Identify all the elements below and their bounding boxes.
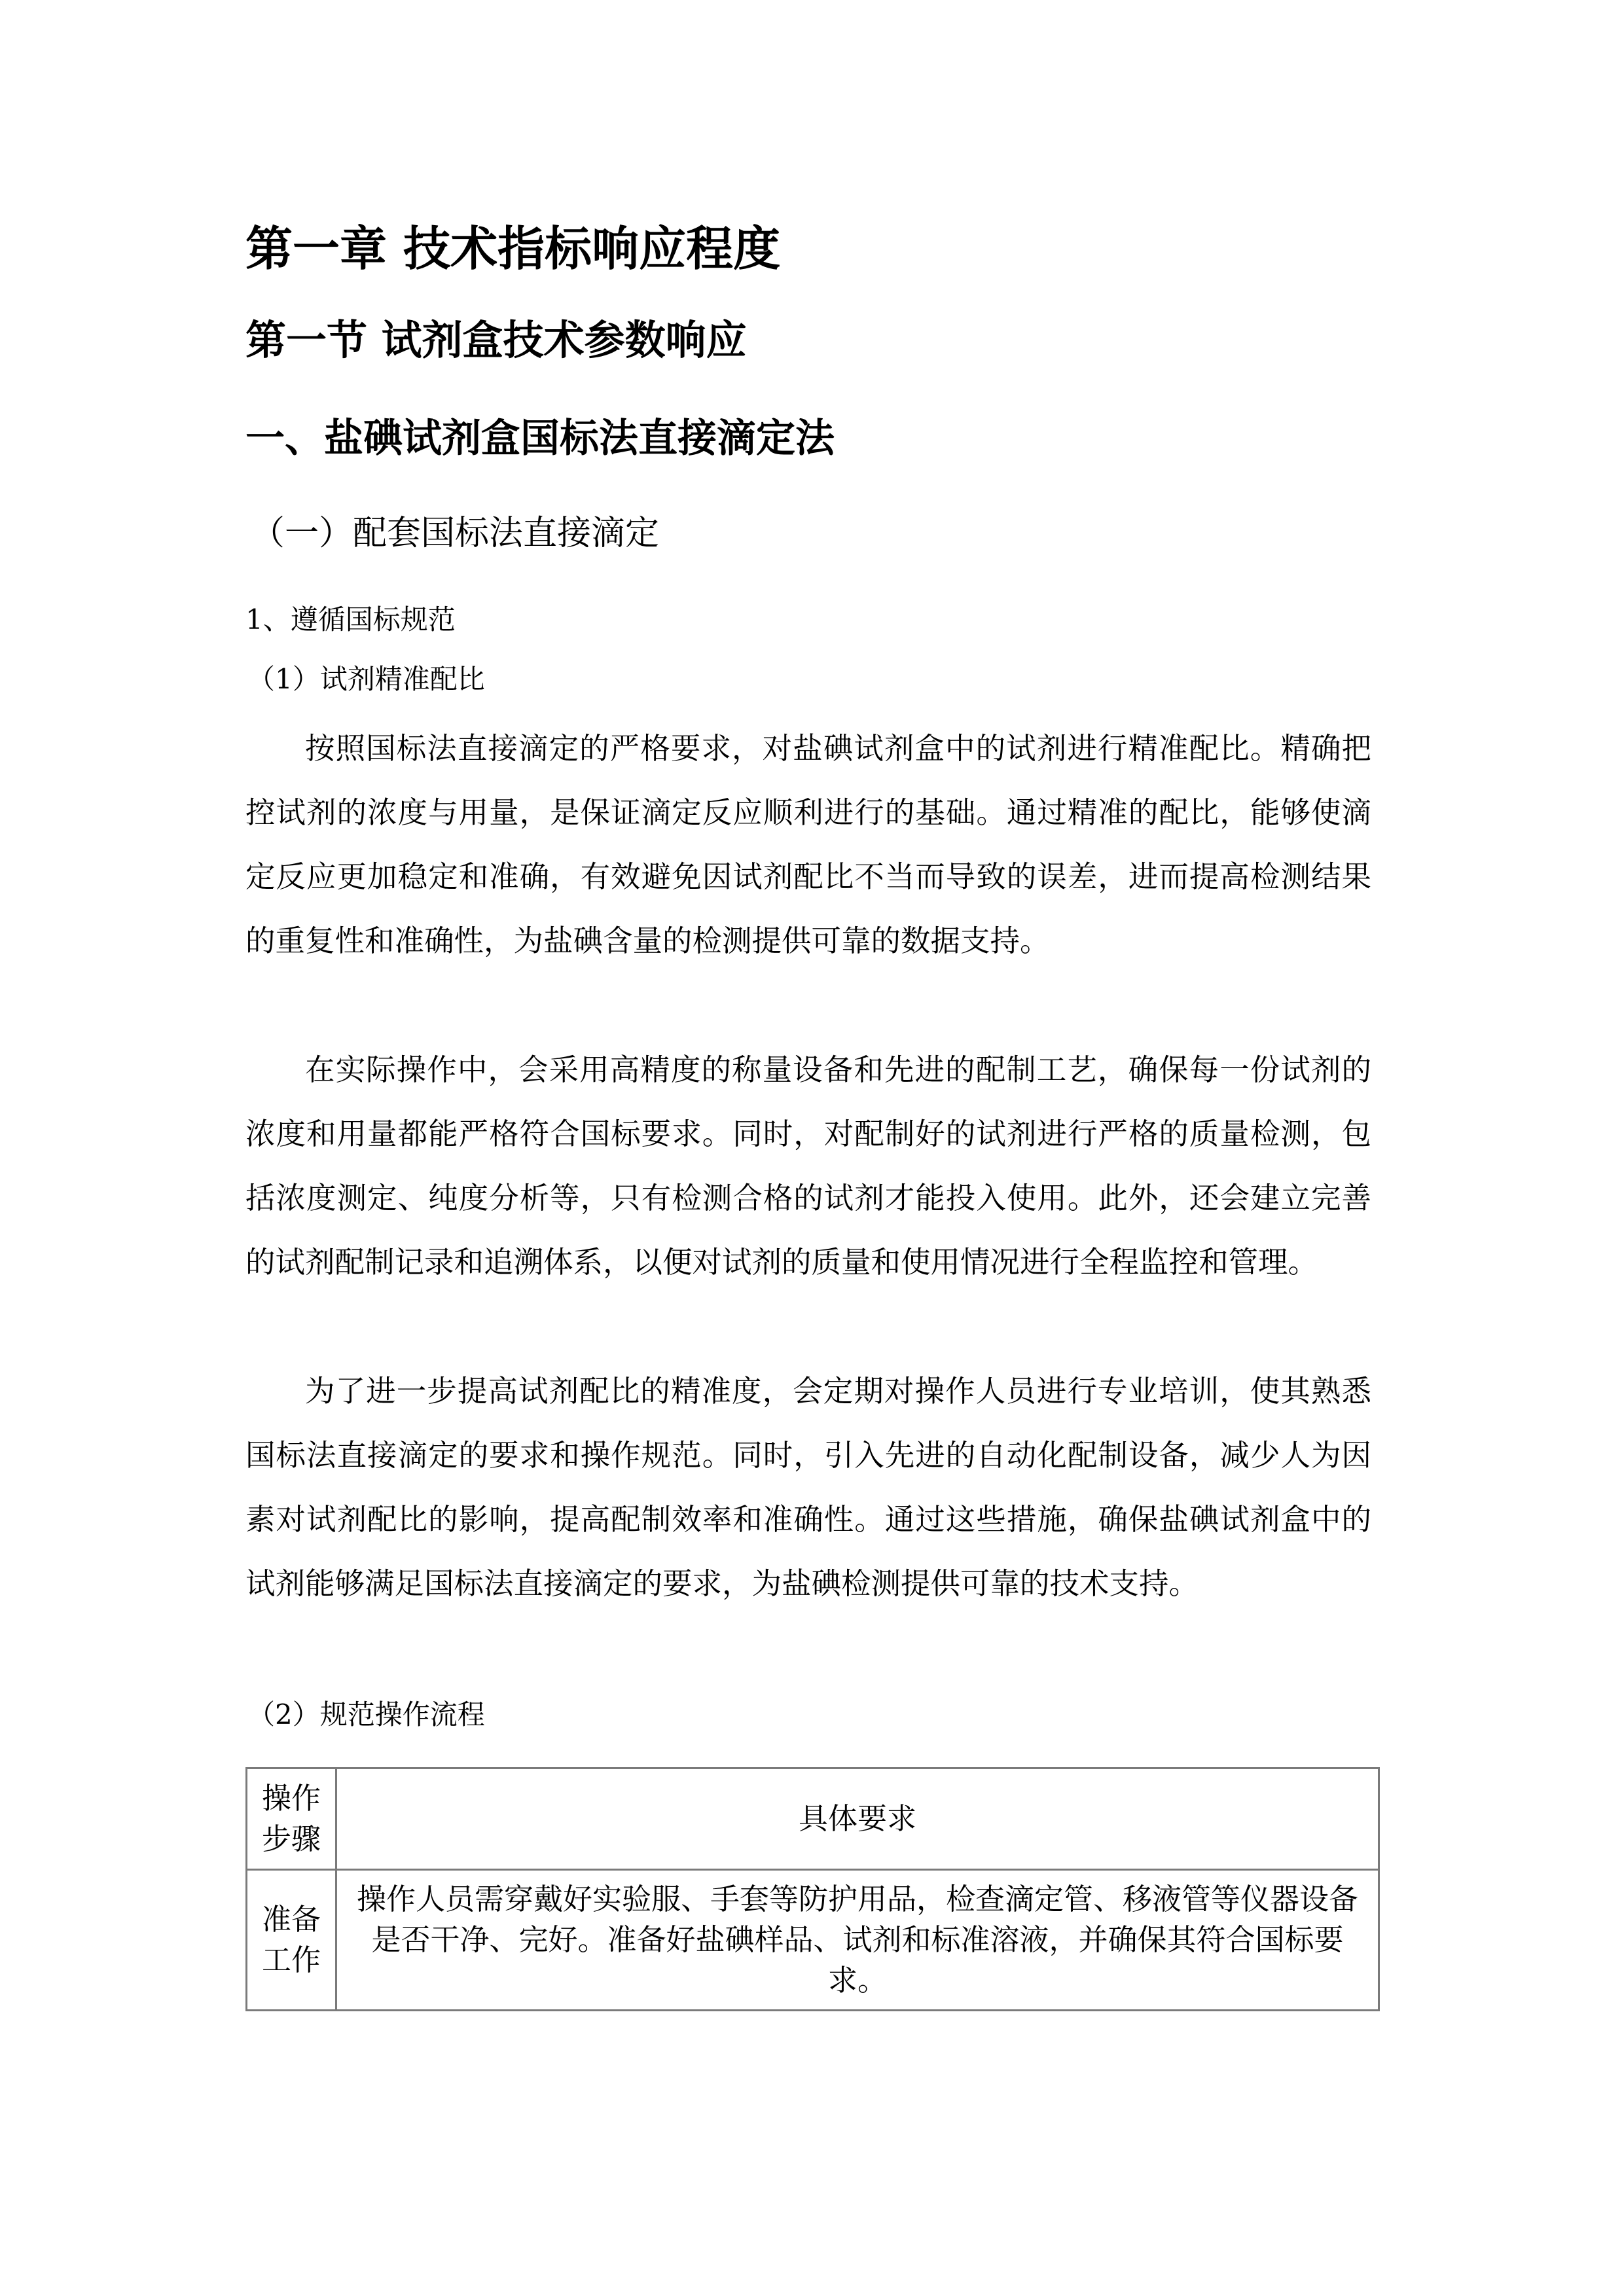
sub-item-heading-2: （2）规范操作流程 — [247, 1698, 485, 1731]
chapter-title: 第一章 技术指标响应程度 — [245, 221, 781, 276]
body-paragraph: 在实际操作中，会采用高精度的称量设备和先进的配制工艺，确保每一份试剂的浓度和用量都能严格符合国标要求。同时，对配制好的试剂进行严格的质量检测，包括浓度测定、纯度分析等，只有检测合格的试剂才能投入使用。此外，还会建立完善的试剂配制记录和追溯体系，以便对试剂的质量和使用情况进行全程监控和管理。 — [245, 1052, 1371, 1280]
section-title: 第一节 试剂盒技术参数响应 — [245, 316, 747, 364]
table-header-cell: 具体要求 — [336, 1768, 1379, 1870]
body-paragraph: 按照国标法直接滴定的严格要求，对盐碘试剂盒中的试剂进行精准配比。精确把控试剂的浓度与用量，是保证滴定反应顺利进行的基础。通过精准的配比，能够使滴定反应更加稳定和准确，有效避免因试剂配比不当而导致的误差，进而提高检测结果的重复性和准确性，为盐碘含量的检测提供可靠的数据支持。 — [245, 731, 1371, 958]
table-header-row — [247, 1768, 1379, 1870]
operation-procedure-table — [245, 1767, 1380, 2011]
sub-item-heading-1: （1）试剂精准配比 — [247, 663, 485, 695]
table-cell: 准备 工作 — [247, 1870, 336, 2011]
table-cell: 操作人员需穿戴好实验服、手套等防护用品，检查滴定管、移液管等仪器设备是否干净、完好。准备好盐碘样品、试剂和标准溶液，并确保其符合国标要求。 — [336, 1870, 1379, 2011]
table-header-cell: 操作 步骤 — [247, 1768, 336, 1870]
body-paragraph: 为了进一步提高试剂配比的精准度，会定期对操作人员进行专业培训，使其熟悉国标法直接滴定的要求和操作规范。同时，引入先进的自动化配制设备，减少人为因素对试剂配比的影响，提高配制效率和准确性。通过这些措施，确保盐碘试剂盒中的试剂能够满足国标法直接滴定的要求，为盐碘检测提供可靠的技术支持。 — [245, 1374, 1371, 1601]
table-row — [247, 1870, 1379, 2011]
item-heading: 1、遵循国标规范 — [245, 603, 456, 636]
subheading: （一）配套国标法直接滴定 — [251, 514, 660, 553]
subsection-title: 一、盐碘试剂盒国标法直接滴定法 — [245, 416, 835, 461]
